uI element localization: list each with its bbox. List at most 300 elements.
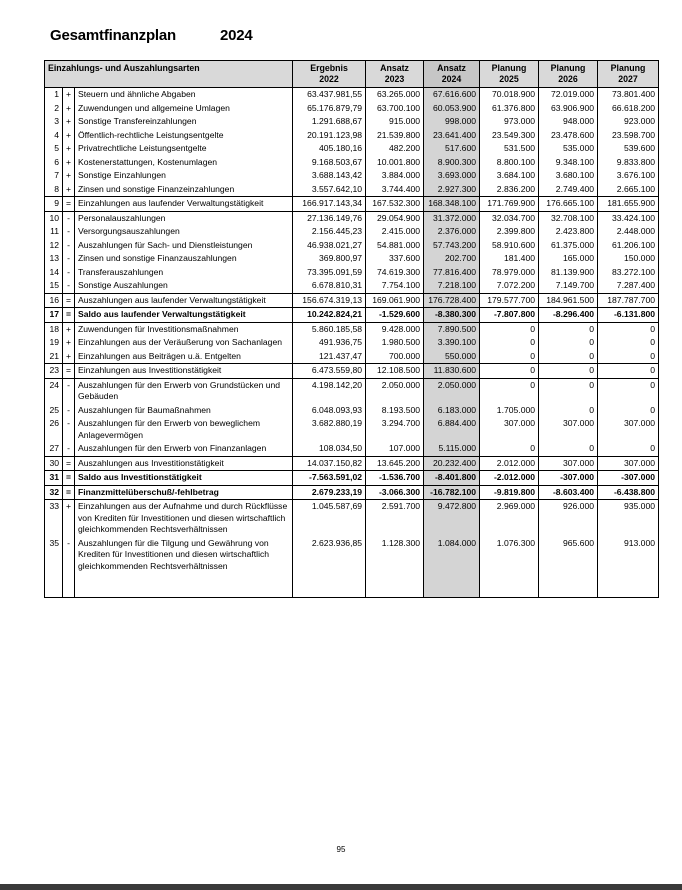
table-row: [45, 442, 659, 456]
cell-planung-2025: 8.800.100: [480, 156, 539, 170]
cell-ansatz-2024: 67.616.600: [424, 88, 480, 102]
row-label: Steuern und ähnliche Abgaben: [75, 88, 293, 102]
cell-planung-2025: 0: [480, 350, 539, 364]
row-sign: -: [63, 225, 75, 239]
table-row: [45, 142, 659, 156]
cell-planung-2026: 2.749.400: [539, 183, 598, 197]
row-label: Personalauszahlungen: [75, 211, 293, 225]
cell-planung-2026: 307.000: [539, 456, 598, 471]
row-sign: +: [63, 115, 75, 129]
row-label: Auszahlungen für den Erwerb von Grundstücken und Gebäuden: [75, 378, 293, 404]
cell-ansatz-2023: 1.128.300: [366, 537, 424, 598]
table-row: [45, 336, 659, 350]
cell-ergebnis-2022: 491.936,75: [293, 336, 366, 350]
row-label: Finanzmittelüberschuß/-fehlbetrag: [75, 485, 293, 500]
row-number: 11: [45, 225, 63, 239]
cell-ansatz-2024: 6.183.000: [424, 404, 480, 418]
row-sign: +: [63, 322, 75, 336]
table-row: [45, 197, 659, 212]
cell-ansatz-2023: 12.108.500: [366, 364, 424, 379]
row-sign: +: [63, 156, 75, 170]
cell-ergebnis-2022: 20.191.123,98: [293, 129, 366, 143]
table-row: [45, 378, 659, 404]
row-label: Versorgungsauszahlungen: [75, 225, 293, 239]
table-row: [45, 102, 659, 116]
cell-planung-2025: 2.969.000: [480, 500, 539, 537]
cell-ergebnis-2022: 2.156.445,23: [293, 225, 366, 239]
table-row: [45, 417, 659, 442]
cell-planung-2025: 307.000: [480, 417, 539, 442]
cell-planung-2026: 0: [539, 404, 598, 418]
cell-planung-2027: -6.438.800: [598, 485, 659, 500]
cell-ansatz-2024: 2.927.300: [424, 183, 480, 197]
cell-ansatz-2023: 54.881.000: [366, 239, 424, 253]
cell-planung-2025: 0: [480, 322, 539, 336]
title-year: 2024: [220, 27, 253, 44]
cell-planung-2026: 81.139.900: [539, 266, 598, 280]
cell-planung-2027: -307.000: [598, 471, 659, 486]
cell-ergebnis-2022: -7.563.591,02: [293, 471, 366, 486]
row-label: Saldo aus laufender Verwaltungstätigkeit: [75, 308, 293, 323]
row-number: 25: [45, 404, 63, 418]
table-header-row: [45, 61, 659, 88]
cell-ansatz-2023: 63.700.100: [366, 102, 424, 116]
row-number: 6: [45, 156, 63, 170]
row-label: Öffentlich-rechtliche Leistungsentgelte: [75, 129, 293, 143]
table-row: [45, 471, 659, 486]
cell-planung-2025: 1.076.300: [480, 537, 539, 598]
row-number: 3: [45, 115, 63, 129]
row-label: Auszahlungen für den Erwerb von beweglichem Anlagevermögen: [75, 417, 293, 442]
cell-planung-2026: 7.149.700: [539, 279, 598, 293]
cell-ansatz-2023: 2.415.000: [366, 225, 424, 239]
row-number: 14: [45, 266, 63, 280]
cell-ergebnis-2022: 405.180,16: [293, 142, 366, 156]
row-label: Kostenerstattungen, Kostenumlagen: [75, 156, 293, 170]
cell-ansatz-2024: -16.782.100: [424, 485, 480, 500]
page-number: 95: [336, 845, 346, 854]
cell-ansatz-2024: 2.376.000: [424, 225, 480, 239]
cell-ansatz-2023: 107.000: [366, 442, 424, 456]
table-row: [45, 239, 659, 253]
cell-ansatz-2023: 3.884.000: [366, 169, 424, 183]
cell-ergebnis-2022: 3.557.642,10: [293, 183, 366, 197]
row-number: 30: [45, 456, 63, 471]
cell-ansatz-2023: 482.200: [366, 142, 424, 156]
cell-planung-2025: 23.549.300: [480, 129, 539, 143]
cell-ansatz-2024: 998.000: [424, 115, 480, 129]
row-label: Auszahlungen aus Investitionstätigkeit: [75, 456, 293, 471]
row-number: 5: [45, 142, 63, 156]
cell-planung-2025: 2.399.800: [480, 225, 539, 239]
cell-planung-2027: 913.000: [598, 537, 659, 598]
cell-ansatz-2023: 915.000: [366, 115, 424, 129]
cell-planung-2025: -9.819.800: [480, 485, 539, 500]
table-row: [45, 225, 659, 239]
cell-planung-2027: 307.000: [598, 417, 659, 442]
row-number: 18: [45, 322, 63, 336]
row-number: 31: [45, 471, 63, 486]
cell-planung-2026: 72.019.000: [539, 88, 598, 102]
cell-planung-2026: 0: [539, 336, 598, 350]
cell-planung-2027: 181.655.900: [598, 197, 659, 212]
row-sign: +: [63, 500, 75, 537]
row-number: 26: [45, 417, 63, 442]
row-label: Auszahlungen für den Erwerb von Finanzanlagen: [75, 442, 293, 456]
finance-table: [44, 60, 659, 598]
cell-planung-2025: 179.577.700: [480, 293, 539, 308]
cell-ergebnis-2022: 63.437.981,55: [293, 88, 366, 102]
cell-planung-2027: 539.600: [598, 142, 659, 156]
cell-ansatz-2024: 11.830.600: [424, 364, 480, 379]
cell-ansatz-2023: 337.600: [366, 252, 424, 266]
cell-ergebnis-2022: 1.291.688,67: [293, 115, 366, 129]
table-row: [45, 322, 659, 336]
cell-ansatz-2023: 10.001.800: [366, 156, 424, 170]
header-col-ansatz-2023: Ansatz 2023: [366, 61, 424, 88]
row-number: 10: [45, 211, 63, 225]
row-sign: =: [63, 471, 75, 486]
row-number: 12: [45, 239, 63, 253]
cell-ergebnis-2022: 3.688.143,42: [293, 169, 366, 183]
header-col-ergebnis-2022: Ergebnis 2022: [293, 61, 366, 88]
cell-ansatz-2024: 2.050.000: [424, 378, 480, 404]
cell-planung-2025: 61.376.800: [480, 102, 539, 116]
cell-planung-2026: 184.961.500: [539, 293, 598, 308]
row-sign: =: [63, 485, 75, 500]
header-col-planung-2027: Planung 2027: [598, 61, 659, 88]
cell-planung-2025: 1.705.000: [480, 404, 539, 418]
table-row: [45, 183, 659, 197]
row-label: Einzahlungen aus Beiträgen u.ä. Entgelten: [75, 350, 293, 364]
row-number: 35: [45, 537, 63, 598]
row-sign: +: [63, 336, 75, 350]
cell-ansatz-2023: 21.539.800: [366, 129, 424, 143]
cell-planung-2027: 2.448.000: [598, 225, 659, 239]
cell-planung-2027: 23.598.700: [598, 129, 659, 143]
row-sign: +: [63, 129, 75, 143]
cell-ansatz-2024: 77.816.400: [424, 266, 480, 280]
cell-planung-2025: -2.012.000: [480, 471, 539, 486]
cell-planung-2026: -8.603.400: [539, 485, 598, 500]
cell-ansatz-2023: 29.054.900: [366, 211, 424, 225]
cell-planung-2025: 0: [480, 378, 539, 404]
table-row: [45, 252, 659, 266]
row-sign: -: [63, 252, 75, 266]
cell-planung-2026: 9.348.100: [539, 156, 598, 170]
page-title: [50, 27, 253, 44]
row-number: 33: [45, 500, 63, 537]
table-row: [45, 350, 659, 364]
cell-ansatz-2023: 1.980.500: [366, 336, 424, 350]
table-row: [45, 456, 659, 471]
cell-planung-2027: 61.206.100: [598, 239, 659, 253]
row-sign: =: [63, 456, 75, 471]
cell-planung-2027: 7.287.400: [598, 279, 659, 293]
row-label: Auszahlungen für Baumaßnahmen: [75, 404, 293, 418]
bottom-bar: [0, 884, 682, 890]
row-label: Einzahlungen aus der Veräußerung von Sachanlagen: [75, 336, 293, 350]
cell-planung-2026: -307.000: [539, 471, 598, 486]
cell-ergebnis-2022: 2.679.233,19: [293, 485, 366, 500]
cell-ansatz-2024: 517.600: [424, 142, 480, 156]
cell-ergebnis-2022: 14.037.150,82: [293, 456, 366, 471]
cell-ansatz-2024: 31.372.000: [424, 211, 480, 225]
row-number: 19: [45, 336, 63, 350]
table-row: [45, 404, 659, 418]
row-sign: =: [63, 197, 75, 212]
cell-planung-2025: 7.072.200: [480, 279, 539, 293]
table-row: [45, 88, 659, 102]
cell-planung-2027: 935.000: [598, 500, 659, 537]
cell-ansatz-2024: 23.641.400: [424, 129, 480, 143]
cell-planung-2025: -7.807.800: [480, 308, 539, 323]
row-number: 2: [45, 102, 63, 116]
cell-planung-2027: 0: [598, 442, 659, 456]
cell-planung-2025: 181.400: [480, 252, 539, 266]
cell-planung-2027: 66.618.200: [598, 102, 659, 116]
row-label: Auszahlungen für die Tilgung und Gewährung von Krediten für Investitionen und diesen wirtschaftlich gleichkommenden Rechtsverhältnissen: [75, 537, 293, 598]
table-row: [45, 279, 659, 293]
cell-ansatz-2024: 7.218.100: [424, 279, 480, 293]
cell-ansatz-2024: 9.472.800: [424, 500, 480, 537]
cell-planung-2027: 83.272.100: [598, 266, 659, 280]
cell-ansatz-2023: 7.754.100: [366, 279, 424, 293]
cell-ergebnis-2022: 108.034,50: [293, 442, 366, 456]
cell-ergebnis-2022: 166.917.143,34: [293, 197, 366, 212]
row-sign: +: [63, 169, 75, 183]
cell-planung-2026: 535.000: [539, 142, 598, 156]
cell-planung-2026: -8.296.400: [539, 308, 598, 323]
cell-planung-2026: 165.000: [539, 252, 598, 266]
row-label: Einzahlungen aus laufender Verwaltungstätigkeit: [75, 197, 293, 212]
cell-ansatz-2023: -3.066.300: [366, 485, 424, 500]
row-number: 8: [45, 183, 63, 197]
cell-planung-2027: 2.665.100: [598, 183, 659, 197]
cell-planung-2027: 0: [598, 378, 659, 404]
row-number: 1: [45, 88, 63, 102]
row-label: Auszahlungen aus laufender Verwaltungstätigkeit: [75, 293, 293, 308]
cell-ansatz-2024: 5.115.000: [424, 442, 480, 456]
cell-planung-2026: 23.478.600: [539, 129, 598, 143]
cell-ansatz-2023: 13.645.200: [366, 456, 424, 471]
table-row: [45, 500, 659, 537]
cell-ergebnis-2022: 4.198.142,20: [293, 378, 366, 404]
table-row: [45, 211, 659, 225]
table-row: [45, 308, 659, 323]
cell-ergebnis-2022: 6.678.810,31: [293, 279, 366, 293]
row-number: 32: [45, 485, 63, 500]
cell-ansatz-2023: 3.744.400: [366, 183, 424, 197]
cell-ergebnis-2022: 3.682.880,19: [293, 417, 366, 442]
table-row: [45, 293, 659, 308]
cell-ergebnis-2022: 156.674.319,13: [293, 293, 366, 308]
cell-planung-2025: 0: [480, 336, 539, 350]
row-sign: =: [63, 308, 75, 323]
table-row: [45, 156, 659, 170]
header-col-planung-2025: Planung 2025: [480, 61, 539, 88]
cell-planung-2026: 0: [539, 350, 598, 364]
cell-ansatz-2023: 700.000: [366, 350, 424, 364]
cell-ansatz-2024: 6.884.400: [424, 417, 480, 442]
cell-planung-2026: 63.906.900: [539, 102, 598, 116]
row-label: Zuwendungen für Investitionsmaßnahmen: [75, 322, 293, 336]
row-sign: -: [63, 378, 75, 404]
cell-ergebnis-2022: 369.800,97: [293, 252, 366, 266]
cell-ansatz-2024: 202.700: [424, 252, 480, 266]
cell-ansatz-2024: 1.084.000: [424, 537, 480, 598]
cell-ansatz-2023: -1.536.700: [366, 471, 424, 486]
table-row: [45, 364, 659, 379]
cell-ergebnis-2022: 10.242.824,21: [293, 308, 366, 323]
cell-planung-2027: 0: [598, 322, 659, 336]
row-label: Transferauszahlungen: [75, 266, 293, 280]
row-sign: -: [63, 211, 75, 225]
table-body: [45, 88, 659, 598]
cell-planung-2025: 78.979.000: [480, 266, 539, 280]
row-number: 24: [45, 378, 63, 404]
row-number: 15: [45, 279, 63, 293]
cell-planung-2025: 2.012.000: [480, 456, 539, 471]
cell-planung-2025: 171.769.900: [480, 197, 539, 212]
cell-ergebnis-2022: 2.623.936,85: [293, 537, 366, 598]
row-sign: +: [63, 183, 75, 197]
table-row: [45, 169, 659, 183]
header-col-ansatz-2024: Ansatz 2024: [424, 61, 480, 88]
table-row: [45, 485, 659, 500]
row-sign: -: [63, 266, 75, 280]
cell-ergebnis-2022: 6.048.093,93: [293, 404, 366, 418]
cell-planung-2025: 70.018.900: [480, 88, 539, 102]
cell-ansatz-2023: 2.050.000: [366, 378, 424, 404]
cell-planung-2027: 307.000: [598, 456, 659, 471]
row-sign: +: [63, 102, 75, 116]
row-label: Sonstige Transfereinzahlungen: [75, 115, 293, 129]
row-label: Sonstige Auszahlungen: [75, 279, 293, 293]
cell-ergebnis-2022: 27.136.149,76: [293, 211, 366, 225]
cell-planung-2025: 531.500: [480, 142, 539, 156]
cell-planung-2026: 926.000: [539, 500, 598, 537]
row-sign: +: [63, 350, 75, 364]
cell-planung-2025: 0: [480, 364, 539, 379]
row-number: 27: [45, 442, 63, 456]
row-label: Zinsen und sonstige Finanzeinzahlungen: [75, 183, 293, 197]
cell-ansatz-2023: 63.265.000: [366, 88, 424, 102]
cell-planung-2027: 923.000: [598, 115, 659, 129]
cell-ansatz-2023: 74.619.300: [366, 266, 424, 280]
cell-planung-2025: 2.836.200: [480, 183, 539, 197]
cell-planung-2027: 9.833.800: [598, 156, 659, 170]
table-row: [45, 537, 659, 598]
row-number: 23: [45, 364, 63, 379]
cell-ergebnis-2022: 46.938.021,27: [293, 239, 366, 253]
row-label: Auszahlungen für Sach- und Dienstleistungen: [75, 239, 293, 253]
cell-ansatz-2023: 8.193.500: [366, 404, 424, 418]
cell-planung-2026: 0: [539, 442, 598, 456]
row-label: Saldo aus Investitionstätigkeit: [75, 471, 293, 486]
row-sign: -: [63, 404, 75, 418]
row-label: Einzahlungen aus Investitionstätigkeit: [75, 364, 293, 379]
cell-planung-2026: 3.680.100: [539, 169, 598, 183]
cell-ansatz-2024: 7.890.500: [424, 322, 480, 336]
row-sign: -: [63, 537, 75, 598]
cell-ergebnis-2022: 6.473.559,80: [293, 364, 366, 379]
cell-ergebnis-2022: 65.176.879,79: [293, 102, 366, 116]
row-label: Einzahlungen aus der Aufnahme und durch Rückflüsse von Krediten für Investitionen und diesen wirtschaftlich gleichkommenden Rechtsverhältnissen: [75, 500, 293, 537]
cell-planung-2027: 33.424.100: [598, 211, 659, 225]
row-sign: =: [63, 293, 75, 308]
cell-planung-2026: 176.665.100: [539, 197, 598, 212]
cell-ansatz-2024: -8.380.300: [424, 308, 480, 323]
cell-ansatz-2024: 8.900.300: [424, 156, 480, 170]
cell-ansatz-2023: 169.061.900: [366, 293, 424, 308]
cell-planung-2027: 73.801.400: [598, 88, 659, 102]
row-number: 16: [45, 293, 63, 308]
cell-ansatz-2024: 20.232.400: [424, 456, 480, 471]
row-label: Privatrechtliche Leistungsentgelte: [75, 142, 293, 156]
cell-ansatz-2023: 2.591.700: [366, 500, 424, 537]
cell-planung-2026: 0: [539, 378, 598, 404]
cell-ansatz-2023: 9.428.000: [366, 322, 424, 336]
cell-ergebnis-2022: 5.860.185,58: [293, 322, 366, 336]
cell-planung-2027: 0: [598, 350, 659, 364]
row-sign: -: [63, 279, 75, 293]
cell-ansatz-2024: -8.401.800: [424, 471, 480, 486]
cell-planung-2025: 58.910.600: [480, 239, 539, 253]
cell-ansatz-2024: 60.053.900: [424, 102, 480, 116]
row-label: Sonstige Einzahlungen: [75, 169, 293, 183]
row-number: 17: [45, 308, 63, 323]
cell-ansatz-2024: 57.743.200: [424, 239, 480, 253]
cell-planung-2027: 187.787.700: [598, 293, 659, 308]
cell-planung-2027: 150.000: [598, 252, 659, 266]
cell-ansatz-2023: 167.532.300: [366, 197, 424, 212]
cell-ansatz-2024: 3.693.000: [424, 169, 480, 183]
cell-planung-2026: 0: [539, 322, 598, 336]
row-sign: -: [63, 442, 75, 456]
cell-planung-2025: 3.684.100: [480, 169, 539, 183]
cell-planung-2027: -6.131.800: [598, 308, 659, 323]
cell-ergebnis-2022: 73.395.091,59: [293, 266, 366, 280]
row-number: 21: [45, 350, 63, 364]
cell-planung-2025: 32.034.700: [480, 211, 539, 225]
cell-planung-2027: 0: [598, 364, 659, 379]
title-text: Gesamtfinanzplan: [50, 27, 176, 44]
row-sign: +: [63, 142, 75, 156]
cell-planung-2027: 0: [598, 404, 659, 418]
cell-ansatz-2023: 3.294.700: [366, 417, 424, 442]
row-sign: -: [63, 239, 75, 253]
row-number: 13: [45, 252, 63, 266]
cell-planung-2027: 3.676.100: [598, 169, 659, 183]
cell-ergebnis-2022: 1.045.587,69: [293, 500, 366, 537]
cell-planung-2026: 32.708.100: [539, 211, 598, 225]
row-label: Zinsen und sonstige Finanzauszahlungen: [75, 252, 293, 266]
cell-planung-2025: 973.000: [480, 115, 539, 129]
table-row: [45, 115, 659, 129]
cell-ansatz-2023: -1.529.600: [366, 308, 424, 323]
table-row: [45, 129, 659, 143]
cell-planung-2026: 61.375.000: [539, 239, 598, 253]
cell-ansatz-2024: 550.000: [424, 350, 480, 364]
cell-planung-2027: 0: [598, 336, 659, 350]
row-number: 7: [45, 169, 63, 183]
cell-planung-2026: 948.000: [539, 115, 598, 129]
cell-ansatz-2024: 176.728.400: [424, 293, 480, 308]
row-sign: +: [63, 88, 75, 102]
table-row: [45, 266, 659, 280]
cell-planung-2026: 965.600: [539, 537, 598, 598]
